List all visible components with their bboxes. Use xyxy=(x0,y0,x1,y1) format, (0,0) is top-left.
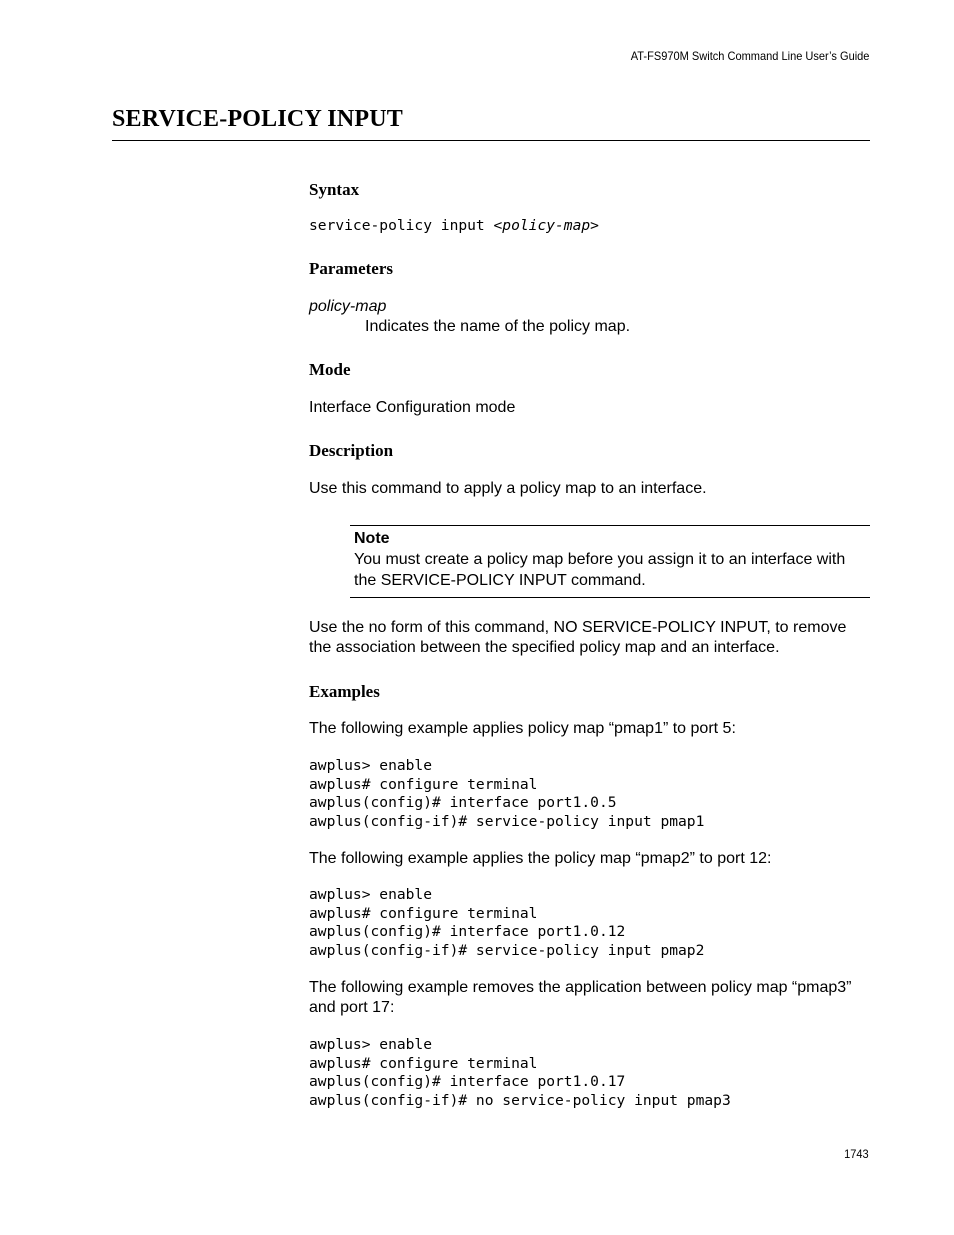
example-intro: The following example removes the application between policy map “pmap3” and port 17: xyxy=(309,979,852,1016)
page-number: 1743 xyxy=(844,1147,869,1161)
description-heading: Description xyxy=(309,441,394,460)
syntax-heading: Syntax xyxy=(309,180,360,199)
note-text: You must create a policy map before you assign it to an interface with the SERVICE-POLICY INPUT command. xyxy=(354,551,846,589)
page-title: SERVICE-POLICY INPUT xyxy=(112,106,403,132)
code-block xyxy=(309,886,704,961)
code-line: awplus# configure terminal xyxy=(309,1054,538,1072)
code-block xyxy=(309,1036,731,1111)
code-line: awplus(config-if)# no service-policy input pmap3 xyxy=(309,1092,731,1110)
code-line: awplus(config)# interface port1.0.12 xyxy=(309,923,626,941)
syntax-argument: <policy-map> xyxy=(493,217,599,234)
parameter-name: policy-map xyxy=(309,298,387,315)
syntax-command xyxy=(309,217,599,236)
code-line: awplus> enable xyxy=(309,757,433,774)
code-line: awplus(config-if)# service-policy input pmap2 xyxy=(309,942,705,960)
parameter-description: Indicates the name of the policy map. xyxy=(365,318,631,335)
note-box xyxy=(350,525,870,598)
mode-text: Interface Configuration mode xyxy=(309,399,516,416)
examples-heading: Examples xyxy=(309,682,380,701)
code-line: awplus# configure terminal xyxy=(309,775,538,793)
code-line: awplus> enable xyxy=(309,1036,433,1053)
syntax-command-text: service-policy input xyxy=(309,217,494,234)
mode-heading: Mode xyxy=(309,360,351,379)
code-line: awplus> enable xyxy=(309,886,433,903)
code-line: awplus# configure terminal xyxy=(309,904,538,922)
running-header: AT-FS970M Switch Command Line User’s Guide xyxy=(630,49,869,63)
no-form-text: Use the no form of this command, NO SERVICE-POLICY INPUT, to remove the association between the specified policy map and an interface. xyxy=(309,619,847,656)
title-rule xyxy=(112,140,870,141)
example-intro: The following example applies policy map “pmap1” to port 5: xyxy=(309,720,736,737)
description-text: Use this command to apply a policy map to an interface. xyxy=(309,480,707,497)
code-block xyxy=(309,757,704,832)
code-line: awplus(config)# interface port1.0.17 xyxy=(309,1073,626,1091)
example-intro: The following example applies the policy map “pmap2” to port 12: xyxy=(309,850,772,867)
code-line: awplus(config-if)# service-policy input pmap1 xyxy=(309,813,705,831)
code-line: awplus(config)# interface port1.0.5 xyxy=(309,794,617,812)
note-label: Note xyxy=(354,530,390,547)
parameters-heading: Parameters xyxy=(309,259,394,278)
